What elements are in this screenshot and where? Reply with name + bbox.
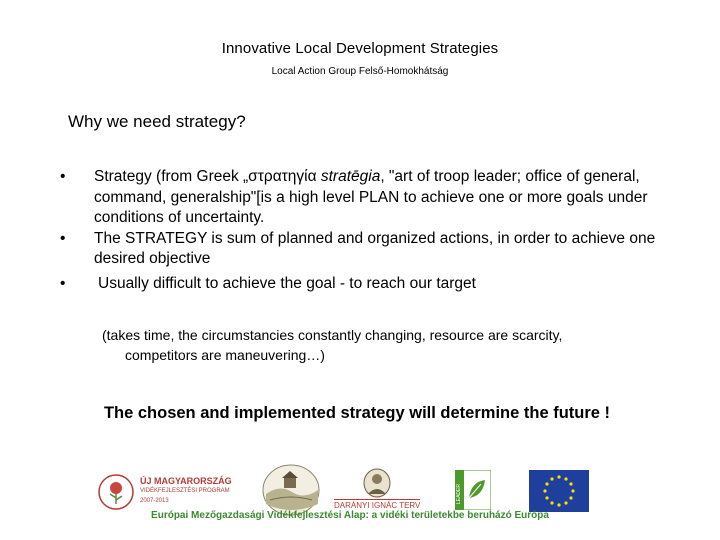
eu-flag-icon bbox=[529, 470, 589, 512]
bullet-item-difficulty bbox=[60, 274, 658, 295]
daranyi-caption: DARÁNYI IGNÁC TERV bbox=[334, 501, 421, 510]
rose-emblem-icon bbox=[96, 470, 136, 514]
daranyi-rule bbox=[334, 499, 420, 500]
bullet-italic-term: stratēgia bbox=[320, 168, 381, 185]
rural-landscape-icon bbox=[262, 464, 320, 516]
slide-subtitle: Local Action Group Felső-Homokhátság bbox=[271, 66, 449, 77]
bullet-marker: • bbox=[60, 274, 66, 292]
conclusion-statement: The chosen and implemented strategy will determine the future ! bbox=[103, 404, 611, 422]
bullet-item-strategy-definition bbox=[60, 167, 658, 229]
parenthetical-note bbox=[102, 325, 672, 365]
bullet-text: The STRATEGY is sum of planned and organized actions, in order to achieve one desired objective bbox=[94, 229, 656, 267]
note-line-2: competitors are maneuvering…) bbox=[125, 347, 325, 363]
leader-label: LEADER bbox=[456, 484, 462, 505]
logo-strip bbox=[0, 462, 720, 540]
section-heading: Why we need strategy? bbox=[68, 112, 246, 131]
note-line-1: (takes time, the circumstancies constantly changing, resource are scarcity, bbox=[102, 327, 563, 343]
portrait-icon bbox=[362, 468, 392, 498]
slide-title: Innovative Local Development Strategies bbox=[221, 40, 499, 57]
leader-logo bbox=[455, 470, 491, 510]
eu-fund-footer: Európai Mezőgazdasági Vidékfejlesztési Alap: a vidéki területekbe beruházó Európa bbox=[151, 510, 549, 521]
eu-flag-logo bbox=[529, 470, 589, 512]
bullet-text: Usually difficult to achieve the goal - to reach our target bbox=[98, 274, 476, 292]
uj-magyarorszag-logo bbox=[96, 470, 246, 514]
bullet-item-strategy-sum bbox=[60, 229, 658, 270]
bullet-bold-term: Strategy bbox=[94, 168, 152, 185]
lag-logo bbox=[262, 464, 320, 516]
bullet-marker: • bbox=[60, 229, 66, 247]
bullet-list bbox=[60, 167, 658, 294]
daranyi-logo bbox=[334, 468, 420, 512]
uj-magyarorszag-program: VIDÉKFEJLESZTÉSI PROGRAM bbox=[140, 488, 230, 494]
bullet-text: , "art of troop leader; office of general, command, generalship"[is a high level PLAN to achieve one or more goals under conditions of uncertainty. bbox=[94, 168, 648, 226]
uj-magyarorszag-years: 2007-2013 bbox=[140, 498, 169, 504]
uj-magyarorszag-title: ÚJ MAGYARORSZÁG bbox=[140, 476, 232, 486]
bullet-text: (from Greek „στρατηγία bbox=[151, 168, 321, 185]
bullet-marker: • bbox=[60, 168, 66, 185]
